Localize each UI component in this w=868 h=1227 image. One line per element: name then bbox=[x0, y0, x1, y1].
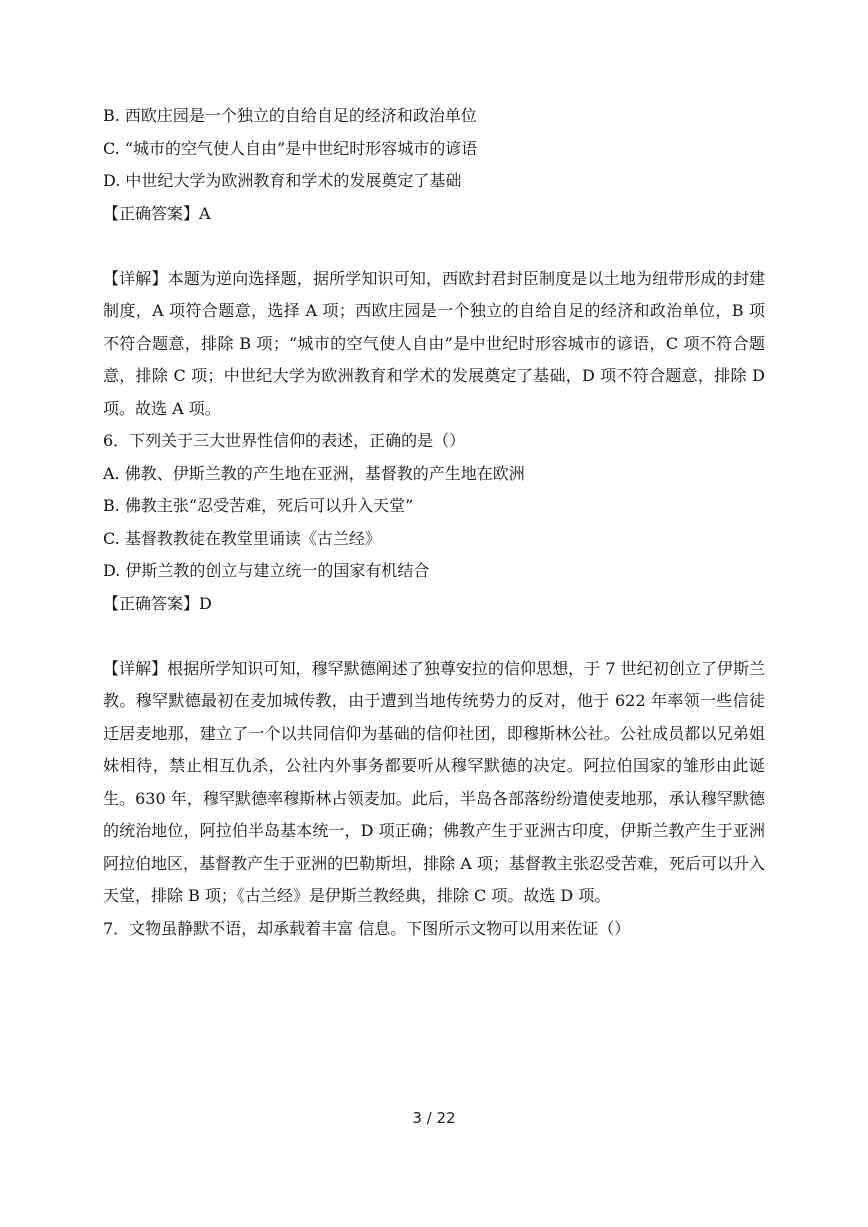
q6-detail: 【详解】根据所学知识可知，穆罕默德阐述了独尊安拉的信仰思想，于 7 世纪初创立了伊斯兰教。穆罕默德最初在麦加城传教，由于遭到当地传统势力的反对，他于 622 年率领一些信徒迁居麦地那，建立了一个以共同信仰为基础的信仰社团，即穆斯林公社。公社成员都以兄弟姐妹相待，禁止相互仇杀，公社内外事务都要听从穆罕默德的决定。阿拉伯国家的雏形由此诞生。630 年，穆罕默德率穆斯林占领麦加。此后，半岛各部落纷纷遣使麦地那，承认穆罕默德的统治地位，阿拉伯半岛基本统一，D 项正确；佛教产生于亚洲古印度，伊斯兰教产生于亚洲阿拉伯地区，基督教产生于亚洲的巴勒斯坦，排除 A 项；基督教主张忍受苦难，死后可以升入天堂，排除 B 项；《古兰经》是伊斯兰教经典，排除 C 项。故选 D 项。 bbox=[103, 658, 765, 905]
q5-answer: 【正确答案】A bbox=[103, 203, 211, 223]
q5-detail: 【详解】本题为逆向选择题，据所学知识可知，西欧封君封臣制度是以土地为纽带形成的封建制度，A 项符合题意，选择 A 项；西欧庄园是一个独立的自给自足的经济和政治单位，B 项不符合题意，排除 B 项；“城市的空气使人自由”是中世纪时形容城市的谚语，C 项不符合题意，排除 C 项；中世纪大学为欧洲教育和学术的发展奠定了基础，D 项不符合题意，排除 D 项。故选 A 项。 bbox=[103, 268, 765, 418]
q5-option-c: C. “城市的空气使人自由”是中世纪时形容城市的谚语 bbox=[103, 138, 478, 158]
q5-option-b: B. 西欧庄园是一个独立的自给自足的经济和政治单位 bbox=[103, 106, 477, 125]
page-content bbox=[103, 100, 765, 945]
q6-answer: 【正确答案】D bbox=[103, 593, 212, 613]
q6-option-c: C. 基督教教徒在教堂里诵读《古兰经》 bbox=[103, 528, 381, 548]
q5-option-d: D. 中世纪大学为欧洲教育和学术的发展奠定了基础 bbox=[103, 171, 462, 190]
q7-question: 7．文物虽静默不语，却承载着丰富 信息。下图所示文物可以用来佐证（） bbox=[103, 918, 631, 938]
spacer bbox=[103, 620, 765, 653]
spacer bbox=[103, 230, 765, 263]
page-number: 3 / 22 bbox=[412, 1109, 456, 1127]
q6-option-b: B. 佛教主张“忍受苦难，死后可以升入天堂” bbox=[103, 496, 414, 515]
q6-option-a: A. 佛教、伊斯兰教的产生地在亚洲，基督教的产生地在欧洲 bbox=[103, 463, 525, 483]
q6-question: 6．下列关于三大世界性信仰的表述，正确的是（） bbox=[103, 431, 466, 450]
q6-option-d: D. 伊斯兰教的创立与建立统一的国家有机结合 bbox=[103, 561, 430, 580]
